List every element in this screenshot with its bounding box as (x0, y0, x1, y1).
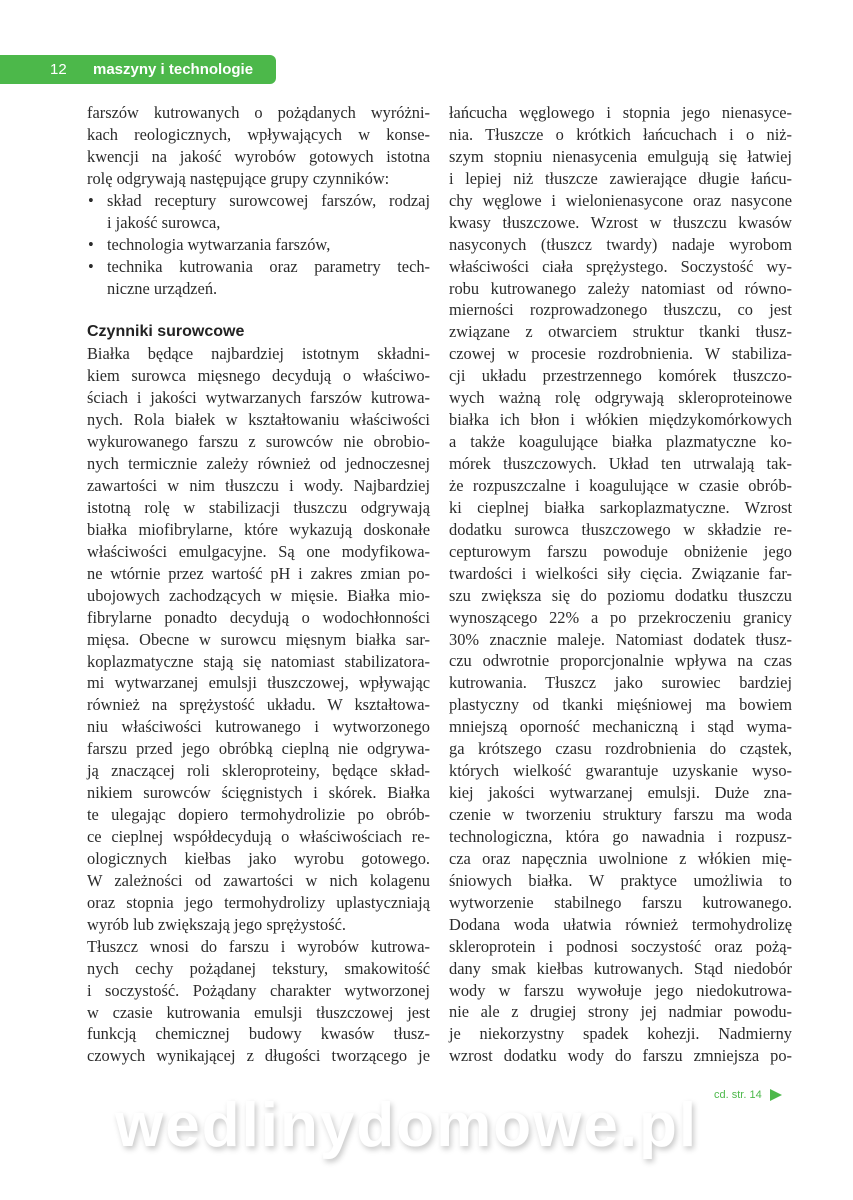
text-line: oraz stopnia jego termohydrolizy uplastyczniają (87, 892, 430, 912)
text-line: mniejszą oporność mechaniczną i stąd wyma- (449, 717, 792, 737)
text-line: wyrób lub zwiększają jego sprężystość. (87, 914, 346, 934)
list-item (87, 256, 430, 300)
right-column (449, 102, 792, 1067)
paragraph-proteins (87, 343, 430, 935)
text-line: chy węglowe i wielonienasycone oraz nasycone (449, 190, 792, 210)
text-line: wynoszącego 22% a po przekroczeniu granicy (449, 607, 792, 627)
text-line: nia. Tłuszcze o krótkich łańcuchach i o niż- (449, 124, 792, 144)
text-line: zawartości w nim tłuszczu i wody. Najbardziej (87, 476, 430, 496)
text-line: ki cieplnej białka sarkoplazmatyczne. Wzrost (449, 497, 792, 517)
text-line: 30% znacznie maleje. Natomiast dodatek tłusz- (449, 629, 792, 649)
text-line: Tłuszcz wnosi do farszu i wyrobów kutrowa- (87, 936, 430, 956)
text-line: istotną rolę w stabilizacji tłuszczu odgrywają (87, 497, 430, 517)
continue-link[interactable] (714, 1089, 782, 1101)
continue-label: cd. str. 14 (714, 1089, 762, 1101)
text-line: plastyczny od tkanki mięśniowej ma bowiem (449, 695, 792, 715)
factor-list (87, 190, 430, 300)
text-line: robu kutrowanego zależy natomiast od równo- (449, 278, 792, 298)
text-line: cza oraz napęcznia uwolnione z włókien mię- (449, 848, 792, 868)
paragraph-fat (87, 936, 430, 1068)
text-line: koplazmatyczne stają się natomiast stabilizatora- (87, 651, 430, 671)
text-line: kiem surowca mięsnego decydują o właściwo- (87, 366, 430, 386)
left-column (87, 102, 430, 1067)
text-line: ologicznych kiełbas jako wyrobu gotowego. (87, 848, 430, 868)
text-line: mięsa. Obecne w surowcu mięsnym białka sar- (87, 629, 430, 649)
text-line: białka ich błon i włókien międzykomórkowych (449, 410, 792, 430)
text-line: związane z otwarciem struktur tkanki tłusz- (449, 322, 792, 342)
text-line: W zależności od zawartości w nich kolagenu (87, 870, 430, 890)
text-line: i jakość surowca, (107, 212, 221, 232)
text-line: a także koagulujące białka plazmatyczne ko- (449, 432, 792, 452)
text-line: technologiczna, która go nawadnia i rozpusz- (449, 826, 792, 846)
text-line: niczne urządzeń. (107, 278, 218, 298)
text-line: ją znaczącej roli skleroproteiny, będące skład- (87, 761, 430, 781)
text-line: których wielkość gwarantuje uzyskanie wyso- (449, 761, 792, 781)
text-line: kutrowania. Tłuszcz jako surowiec bardziej (449, 673, 792, 693)
text-line: farszów kutrowanych o pożądanych wyróżni- (87, 103, 430, 122)
text-line: • technika kutrowania oraz parametry tech- (107, 256, 430, 276)
text-line: nie ale z drugiej strony jej nadmiar powodu- (449, 1002, 792, 1022)
text-line: kach reologicznych, wpływających w konse- (87, 124, 430, 144)
text-line: w czasie kutrowania emulsji tłuszczowej jest (87, 1002, 430, 1022)
text-line: funkcją chemicznej budowy kwasów tłusz- (87, 1024, 430, 1044)
paragraph-continued (449, 102, 792, 1067)
section-title: maszyny i technologie (93, 61, 254, 78)
text-line: wykurowanego farszu z surowców nie obrobio- (87, 432, 430, 452)
text-line: twardości i wielkości siły cięcia. Związanie far- (449, 563, 792, 583)
text-line: i soczystość. Pożądany charakter wytworzonej (87, 980, 430, 1000)
text-line: czowych wynikającej z długości tworzącego je (87, 1046, 430, 1066)
arrow-right-icon (770, 1089, 782, 1101)
intro-paragraph (87, 102, 430, 190)
text-line: czu odwrotnie proporcjonalnie wpływa na czas (449, 651, 792, 671)
text-line: wody w farszu wywołuje jego niedokutrowa- (449, 980, 792, 1000)
text-line: • technologia wytwarzania farszów, (107, 234, 331, 254)
text-line: mórek tłuszczowych. Układ ten utrwalają tak- (449, 454, 792, 473)
text-line: również na sprężystość układu. W kształtowa- (87, 695, 430, 715)
text-line: farszu przed jego obróbką cieplną nie odgrywa- (87, 739, 430, 759)
text-line: ne wtórnie przez wartość pH i zakres zmian po- (87, 563, 430, 583)
text-line: kwencji na jakość wyrobów gotowych istotna (87, 146, 430, 166)
text-line: ściach i jakości wytwarzanych farszów kutrowa- (87, 388, 430, 408)
spacer (87, 299, 430, 321)
text-line: nych cechy pożądanej tekstury, smakowitość (87, 958, 430, 978)
section-heading: Czynniki surowcowe (87, 323, 245, 341)
text-line: nych termicznie zależy również od jednoczesnej (87, 454, 430, 474)
text-line: szu zwiększa się do poziomu dodatku tłuszczu (449, 585, 792, 605)
page-number: 12 (50, 61, 67, 78)
text-line: łańcucha węglowego i stopnia jego nienasyce- (449, 103, 792, 122)
text-line: dodatku surowca tłuszczowego w składzie re- (449, 519, 792, 539)
text-line: ga krótszego czasu rozdrobnienia do cząstek, (449, 739, 792, 759)
text-line: wytworzenie stabilnego farszu kutrowanego. (449, 892, 792, 912)
text-line: dany smak kiełbas kutrowanych. Stąd niedobór (449, 958, 792, 978)
text-line: te ulegając dopiero termohydrolizie po obrób- (87, 805, 430, 825)
text-line: cji układu przestrzennego komórek tłuszczo- (449, 366, 792, 386)
text-line: i lepiej niż tłuszcze zawierające długie łańcu- (449, 168, 792, 188)
text-line: nikiem surowców ścięgnistych i skórek. Białka (87, 783, 430, 803)
text-line: właściwości emulgacyjne. Są one modyfikowa- (87, 541, 430, 561)
text-line: kiej jakości wytwarzanej emulsji. Duże zna- (449, 783, 792, 803)
text-line: Białka będące najbardziej istotnym składni- (87, 344, 430, 364)
text-line: rolę odgrywają następujące grupy czynników: (87, 168, 390, 188)
text-line: cepturowym farszu powoduje obniżenie jego (449, 541, 792, 561)
text-line: białka miofibrylarne, które wykazują doskonałe (87, 519, 430, 539)
text-line: wych ważną rolę odgrywają skleroproteinowe (449, 388, 792, 408)
text-line: nasyconych (tłuszcz twardy) nadaje wyrobom (449, 234, 792, 254)
text-line: niu właściwości kutrowanego i wytworzonego (87, 717, 430, 737)
text-line: fibrylarne ponadto decydują o wodochłonności (87, 607, 430, 627)
text-line: śniowych białka. W praktyce umożliwia to (449, 870, 792, 890)
text-line: że rozpuszczalne i koagulujące w czasie obrób- (449, 475, 792, 495)
text-line: wzrost dodatku wody do farszu zmniejsza po- (449, 1046, 792, 1066)
text-line: • skład receptury surowcowej farszów, rodzaj (107, 190, 430, 210)
text-line: mi wytwarzanej emulsji tłuszczowej, wpływając (87, 673, 430, 693)
text-line: skleroprotein i podnosi soczystość oraz pożą- (449, 936, 792, 956)
text-line: Dodana woda ułatwia również termohydrolizę (449, 914, 792, 934)
text-line: ubojowych zachodzących w mięsie. Białka mio- (87, 585, 430, 605)
text-line: czowej w procesie rozdrobnienia. W stabiliza- (449, 344, 792, 364)
text-line: ce cieplnej współdecydują o właściwościach re- (87, 827, 430, 847)
section-header-bar (0, 55, 276, 84)
text-line: właściwości ciała sprężystego. Soczystość wy- (449, 256, 792, 276)
list-item (87, 190, 430, 234)
text-line: kwasy tłuszczowe. Wzrost w tłuszczu kwasów (449, 212, 792, 232)
list-item (87, 234, 430, 256)
text-line: nych. Rola białek w kształtowaniu właściwości (87, 410, 430, 430)
text-line: czenie w tworzeniu struktury farszu ma woda (449, 805, 792, 824)
watermark: wedlinydomowe.pl (115, 1091, 699, 1160)
text-line: je niekorzystny spadek kohezji. Nadmierny (449, 1024, 792, 1044)
text-line: mierności rozprowadzonego tłuszczu, co jest (449, 300, 792, 320)
text-line: szym stopniu nienasycenia emulgują się łatwiej (449, 146, 792, 166)
